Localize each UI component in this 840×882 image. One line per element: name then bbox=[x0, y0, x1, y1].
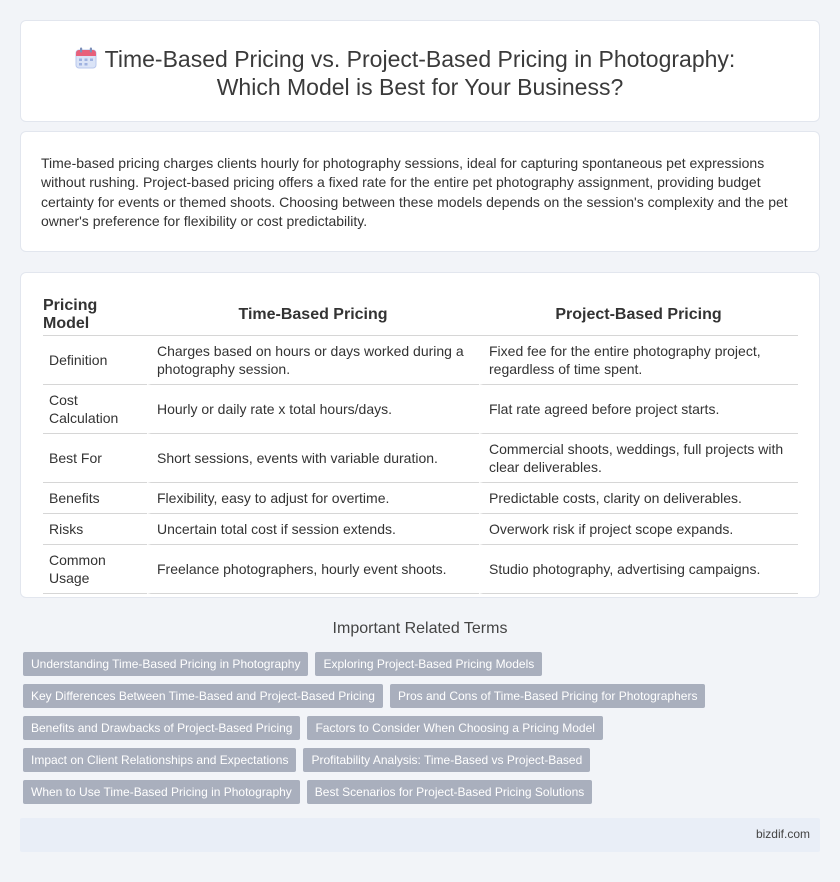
related-tag[interactable]: Profitability Analysis: Time-Based vs Project-Based bbox=[303, 748, 590, 772]
related-tags bbox=[23, 652, 803, 812]
related-tag[interactable]: Understanding Time-Based Pricing in Photography bbox=[23, 652, 308, 676]
header-time-based: Time-Based Pricing bbox=[147, 295, 479, 336]
table-row bbox=[43, 514, 798, 545]
tag-row bbox=[23, 716, 803, 740]
header-pricing-model: Pricing Model bbox=[43, 295, 147, 336]
project-based-cell: Studio photography, advertising campaigns. bbox=[479, 545, 798, 594]
intro-paragraph: Time-based pricing charges clients hourly for photography sessions, ideal for capturing spontaneous pet expressions without rushing. Project-based pricing offers a fixed rate for the entire pet photography assignment, providing budget certainty for events or themed shoots. Choosing between these models depends on the session's complexity and the pet owner's preference for flexibility or cost predictability. bbox=[41, 155, 788, 230]
project-based-cell: Predictable costs, clarity on deliverables. bbox=[479, 483, 798, 514]
page-title bbox=[21, 45, 819, 101]
table-row bbox=[43, 336, 798, 385]
intro-card bbox=[20, 131, 820, 252]
time-based-cell: Hourly or daily rate x total hours/days. bbox=[147, 385, 479, 434]
project-based-cell: Commercial shoots, weddings, full projects with clear deliverables. bbox=[479, 434, 798, 483]
related-terms-section bbox=[0, 620, 840, 799]
row-label: Best For bbox=[43, 434, 147, 483]
time-based-cell: Short sessions, events with variable duration. bbox=[147, 434, 479, 483]
row-label: Common Usage bbox=[43, 545, 147, 594]
time-based-cell: Freelance photographers, hourly event shoots. bbox=[147, 545, 479, 594]
related-tag[interactable]: Factors to Consider When Choosing a Pricing Model bbox=[307, 716, 602, 740]
project-based-cell: Overwork risk if project scope expands. bbox=[479, 514, 798, 545]
table-row bbox=[43, 483, 798, 514]
title-card bbox=[20, 20, 820, 122]
related-tag[interactable]: Best Scenarios for Project-Based Pricing Solutions bbox=[307, 780, 592, 804]
related-tag[interactable]: Pros and Cons of Time-Based Pricing for Photographers bbox=[390, 684, 705, 708]
footer-site-link[interactable]: bizdif.com bbox=[755, 827, 810, 841]
table-header-row bbox=[43, 295, 798, 336]
row-label: Risks bbox=[43, 514, 147, 545]
tag-row bbox=[23, 652, 803, 676]
related-terms-heading: Important Related Terms bbox=[332, 620, 508, 637]
row-label: Definition bbox=[43, 336, 147, 385]
page-title-line2: Which Model is Best for Your Business? bbox=[216, 74, 624, 100]
page-title-line1: Time-Based Pricing vs. Project-Based Pricing in Photography: bbox=[104, 46, 736, 72]
table-row bbox=[43, 434, 798, 483]
related-tag[interactable]: Key Differences Between Time-Based and Project-Based Pricing bbox=[23, 684, 383, 708]
project-based-cell: Fixed fee for the entire photography project, regardless of time spent. bbox=[479, 336, 798, 385]
row-label: Cost Calculation bbox=[43, 385, 147, 434]
project-based-cell: Flat rate agreed before project starts. bbox=[479, 385, 798, 434]
comparison-card bbox=[20, 272, 820, 598]
related-tag[interactable]: When to Use Time-Based Pricing in Photography bbox=[23, 780, 300, 804]
related-tag[interactable]: Impact on Client Relationships and Expectations bbox=[23, 748, 296, 772]
comparison-table bbox=[43, 295, 798, 594]
tag-row bbox=[23, 780, 803, 804]
header-project-based: Project-Based Pricing bbox=[479, 295, 798, 336]
time-based-cell: Flexibility, easy to adjust for overtime. bbox=[147, 483, 479, 514]
row-label: Benefits bbox=[43, 483, 147, 514]
table-row bbox=[43, 545, 798, 594]
time-based-cell: Charges based on hours or days worked during a photography session. bbox=[147, 336, 479, 385]
related-tag[interactable]: Exploring Project-Based Pricing Models bbox=[315, 652, 542, 676]
tag-row bbox=[23, 748, 803, 772]
related-tag[interactable]: Benefits and Drawbacks of Project-Based Pricing bbox=[23, 716, 300, 740]
time-based-cell: Uncertain total cost if session extends. bbox=[147, 514, 479, 545]
table-row bbox=[43, 385, 798, 434]
footer-bar bbox=[20, 818, 820, 852]
tag-row bbox=[23, 684, 803, 708]
